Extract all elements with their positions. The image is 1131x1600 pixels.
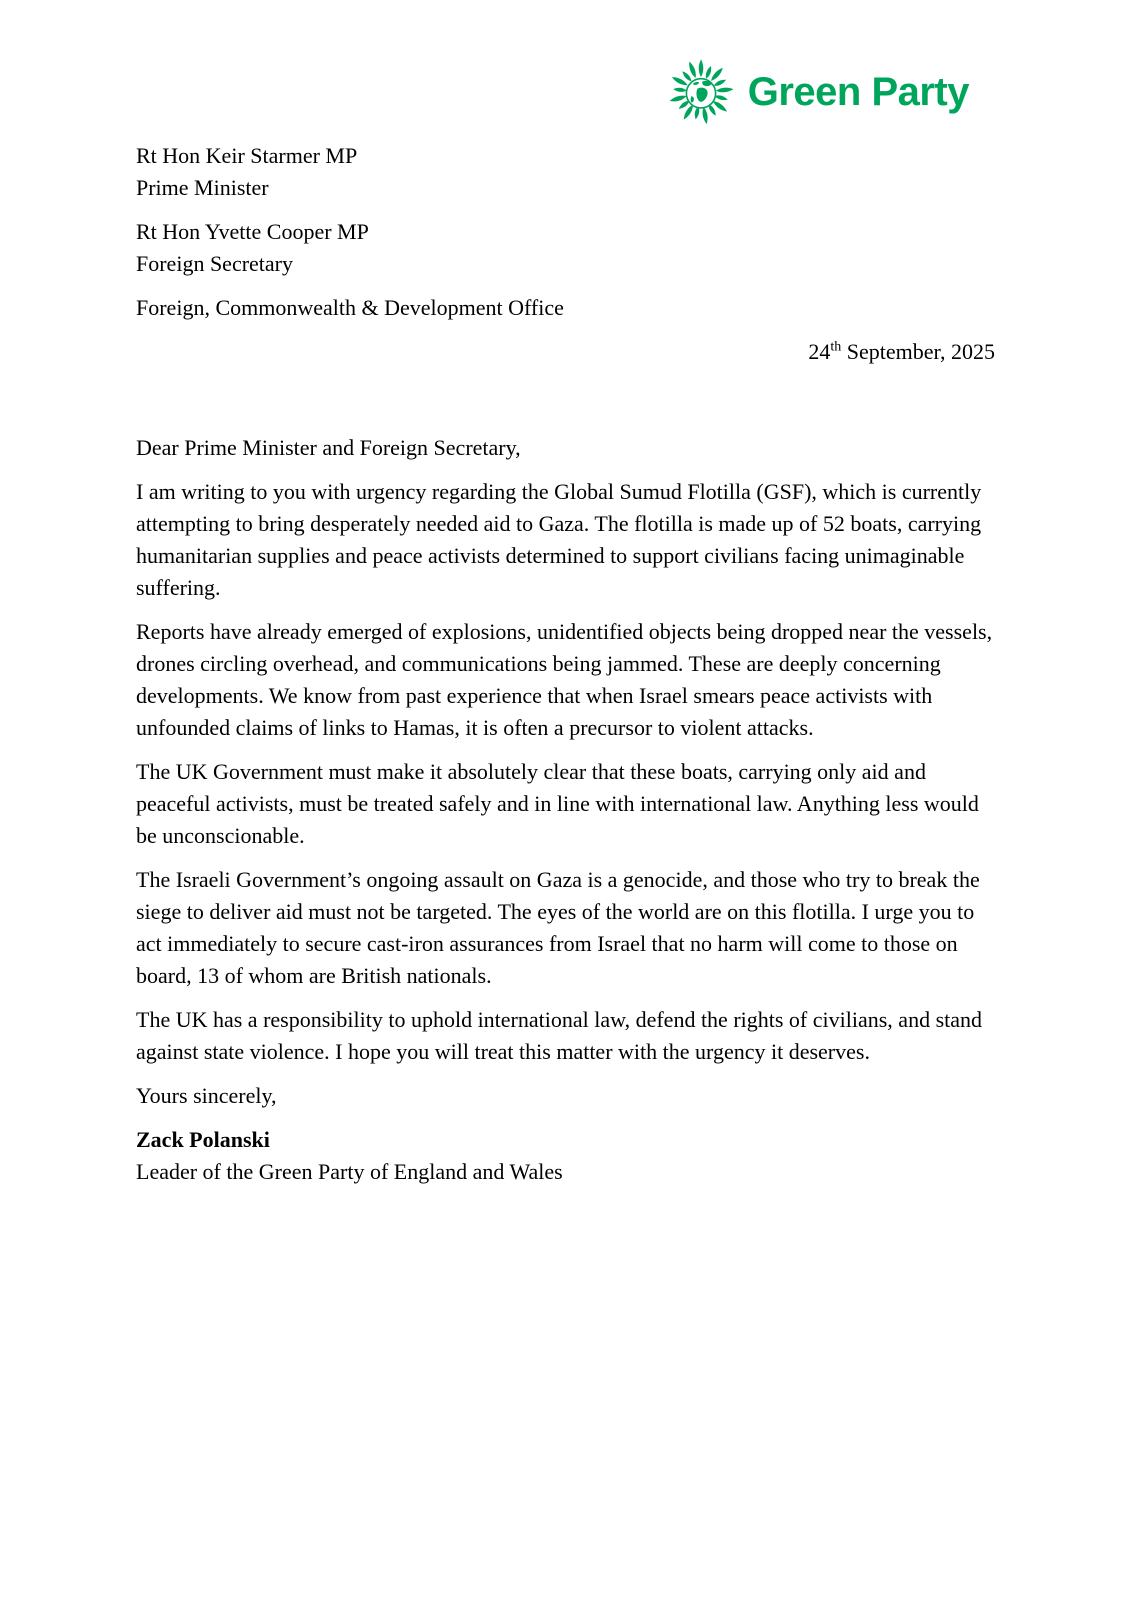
green-party-wordmark: Green Party xyxy=(747,70,969,114)
paragraph-1: I am writing to you with urgency regarding the Global Sumud Flotilla (GSF), which is currently attempting to bring desperately needed aid to Gaza. The flotilla is made up of 52 boats, carrying humanitarian supplies and peace activists determined to support civilians facing unimaginable suffering. xyxy=(136,479,982,600)
recipient-block-prime-minister xyxy=(136,140,995,204)
signature-block xyxy=(136,1124,995,1188)
closing-valediction: Yours sincerely, xyxy=(136,1083,277,1108)
paragraph-5: The UK has a responsibility to uphold international law, defend the rights of civilians, and stand against state violence. I hope you will treat this matter with the urgency it deserves. xyxy=(136,1007,983,1064)
date-month-year: September, 2025 xyxy=(841,339,995,364)
signature-title: Leader of the Green Party of England and Wales xyxy=(136,1159,563,1184)
recipient-role: Foreign Secretary xyxy=(136,251,293,276)
paragraph-4: The Israeli Government’s ongoing assault on Gaza is a genocide, and those who try to break the siege to deliver aid must not be targeted. The eyes of the world are on this flotilla. I urge you to act immediately to secure cast-iron assurances from Israel that no harm will come to those on board, 13 of whom are British nationals. xyxy=(136,867,980,988)
date-ordinal-suffix: th xyxy=(830,339,842,355)
salutation: Dear Prime Minister and Foreign Secretary, xyxy=(136,435,521,460)
recipient-role: Prime Minister xyxy=(136,175,269,200)
date-line xyxy=(136,336,995,368)
paragraph-2: Reports have already emerged of explosions, unidentified objects being dropped near the vessels, drones circling overhead, and communications being jammed. These are deeply concerning developments. We know from past experience that when Israel smears peace activists with unfounded claims of links to Hamas, it is often a precursor to violent attacks. xyxy=(136,619,993,740)
letter-body xyxy=(136,140,995,1188)
recipient-name: Rt Hon Keir Starmer MP xyxy=(136,143,358,168)
date-day: 24 xyxy=(808,339,831,364)
recipient-name: Rt Hon Yvette Cooper MP xyxy=(136,219,369,244)
recipient-block-foreign-secretary xyxy=(136,216,995,280)
letterhead xyxy=(136,58,969,126)
green-party-globe-icon xyxy=(664,58,738,126)
department-line: Foreign, Commonwealth & Development Office xyxy=(136,295,564,320)
signature-name: Zack Polanski xyxy=(136,1127,270,1152)
paragraph-3: The UK Government must make it absolutely clear that these boats, carrying only aid and peaceful activists, must be treated safely and in line with international law. Anything less would be unconscionable. xyxy=(136,759,979,848)
